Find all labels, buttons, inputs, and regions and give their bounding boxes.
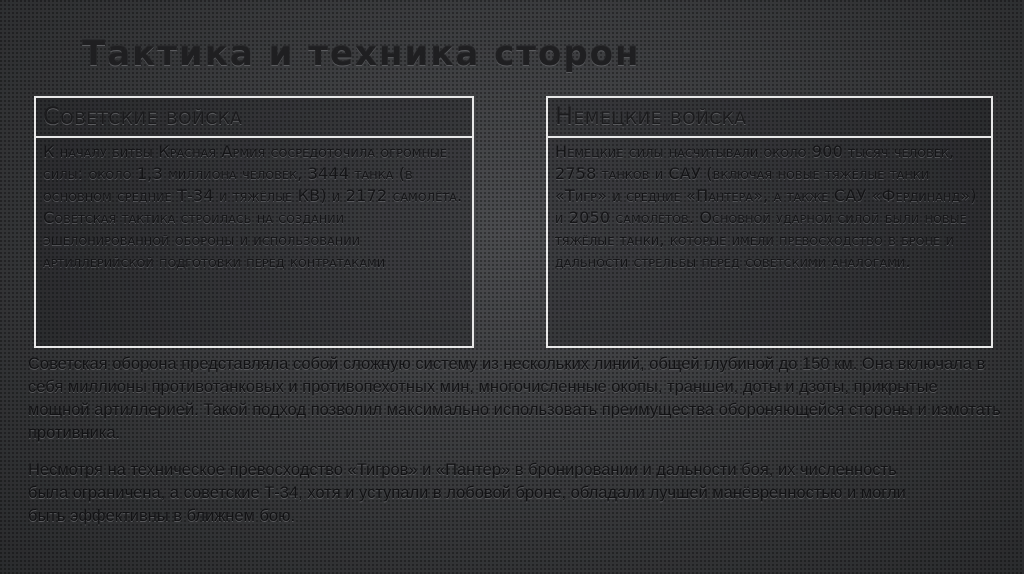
german-forces-text: Немецкие силы насчитывали около 900 тысяч человек, 2758 танков и САУ (включая новые тяжёлые танки «Тигр» и средние «Пантера», а также САУ «Фердинанд») и 2050 самолётов. Основной ударной силой были новые тяжёлые танки, которые имели превосходство в броне и дальности стрельбы перед советскими аналогами. [555,142,977,271]
german-forces-heading: Немецкие войска [548,98,991,138]
german-forces-box [546,96,993,348]
soviet-forces-text: К началу битвы Красная Армия сосредоточила огромные силы: около 1,3 миллиона человек, 3444 танка (в основном средние Т-34 и тяжёлые КВ) и 2172 самолёта. Советская тактика строилась на создании эшелонированной обороны и использовании артиллерийской подготовки перед контратаками [43,142,463,271]
tanks-paragraph: Несмотря на техническое превосходство «Тигров» и «Пантер» в бронировании и дальности боя, их численность была ограничена, а советские Т-34, хотя и уступали в лобовой броне, обладали лучшей манёвренностью и могли быть эффективны в ближнем бою. [28,461,906,525]
defense-paragraph: Советская оборона представляла собой сложную систему из нескольких линий, общей глубиной до 150 км. Она включала в себя миллионы противотанковых и противопехотных мин, многочисленные окопы, траншеи, доты и дзоты, прикрытые мощной артиллерией. Такой подход позволил максимально использовать преимущества обороняющейся стороны и измотать противника. [28,355,1001,442]
soviet-forces-box [34,96,474,348]
soviet-forces-heading: Советские войска [36,98,472,138]
slide-title: Тактика и техника сторон [82,34,641,74]
